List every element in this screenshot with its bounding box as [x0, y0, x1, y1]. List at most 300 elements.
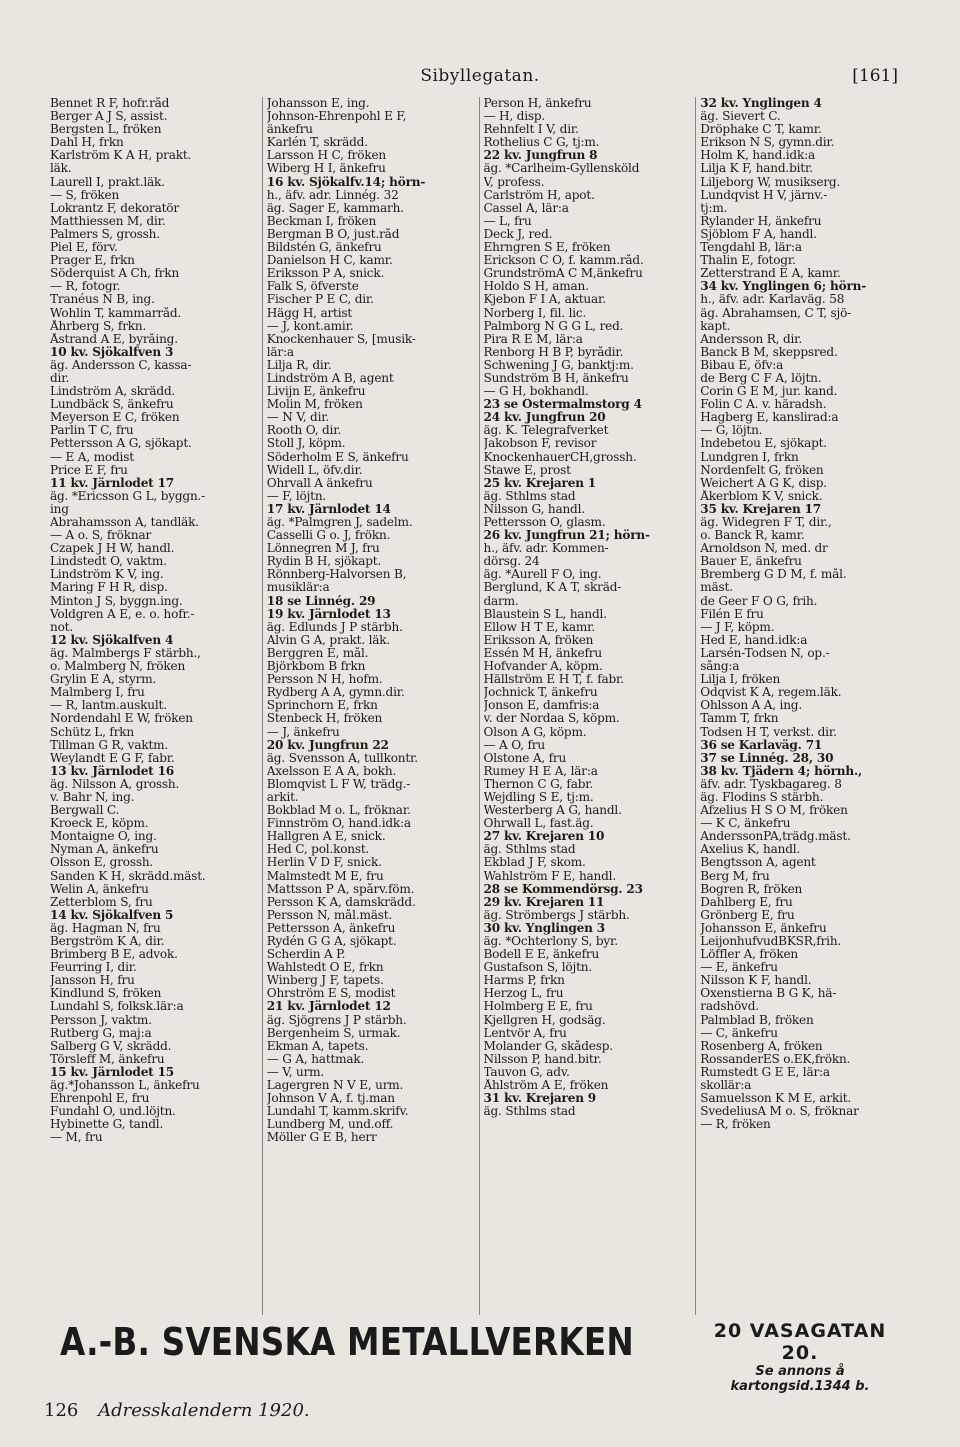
directory-entry: — K C, änkefru: [700, 817, 791, 831]
directory-entry: Hed E, hand.idk:a: [700, 633, 808, 647]
directory-entry: Bengtsson A, agent: [700, 856, 816, 870]
directory-entry: äg.*Johansson L, änkefru: [50, 1079, 200, 1093]
directory-entry: Fundahl O, und.löjtn.: [50, 1105, 176, 1119]
directory-entry: Maring F H R, disp.: [50, 581, 168, 595]
directory-entry: — A o. S, fröknar: [50, 529, 152, 543]
directory-entry: de Berg C F A, löjtn.: [700, 371, 822, 385]
directory-entry: Olsson E, grossh.: [50, 856, 154, 870]
directory-entry: Bergström K A, dir.: [50, 935, 165, 948]
directory-entry: Palmblad B, fröken: [700, 1013, 814, 1027]
directory-entry: Renborg H B P, byrådir.: [483, 345, 624, 359]
street-heading: Sibyllegatan.: [420, 66, 540, 86]
directory-entry: o. Banck R, kamr.: [700, 529, 805, 543]
directory-entry: Carlström H, apot.: [483, 188, 595, 202]
directory-entry: Weylandt E G F, fabr.: [50, 751, 175, 765]
directory-entry: Erickson C O, f. kamm.råd.: [483, 254, 644, 268]
directory-entry: Eriksson P A, snick.: [266, 267, 385, 281]
directory-entry: äfv. adr. Tyskbagareg. 8: [700, 777, 842, 791]
directory-entry: Lindström A, skrädd.: [50, 385, 176, 399]
directory-entry: RossanderES o.EK,frökn.: [700, 1052, 851, 1066]
directory-entry: Scherdin A P.: [266, 948, 346, 962]
directory-entry: Lönnegren M J, fru: [266, 542, 380, 556]
directory-entry: Palmborg N G G L, red.: [483, 319, 624, 333]
directory-entry: 32 kv. Ynglingen 4: [700, 97, 822, 110]
directory-entry: Lilja K F, hand.bitr.: [700, 162, 813, 176]
directory-entry: 11 kv. Järnlodet 17: [50, 476, 175, 490]
directory-entry: Kjebon F I A, aktuar.: [483, 293, 606, 307]
directory-entry: LeijonhufvudBKSR,frih.: [700, 935, 842, 948]
directory-entry: Czapek J H W, handl.: [50, 542, 175, 556]
directory-entry: Rumey H E A, lär:a: [483, 764, 598, 778]
directory-entry: de Geer F O G, frih.: [700, 594, 818, 608]
directory-entry: Winberg J F, tapets.: [266, 974, 384, 988]
directory-entry: Rooth O, dir.: [266, 424, 342, 438]
directory-entry: Falk S, öfverste: [266, 280, 359, 294]
directory-entry: Beckman I, fröken: [266, 214, 377, 228]
directory-entry: sång:a: [700, 660, 740, 674]
directory-entry: Persson K A, damskrädd.: [266, 895, 416, 909]
directory-entry: Olson A G, köpm.: [483, 725, 587, 739]
directory-entry: Casselli G o. J, frökn.: [266, 529, 391, 543]
directory-entry: 16 kv. Sjökalfv.14; hörn-: [266, 175, 426, 189]
directory-entry: — F, löjtn.: [266, 489, 327, 503]
directory-entry: Palmers S, grossh.: [50, 227, 160, 241]
directory-entry: KnockenhauerCH,grossh.: [483, 450, 637, 464]
directory-entry: Minton J S, byggn.ing.: [50, 594, 183, 608]
directory-entry: Johansson E, ing.: [266, 97, 370, 110]
directory-entry: h., äfv. adr. Karlaväg. 58: [700, 293, 845, 307]
directory-entry: Lundqvist H V, järnv.-: [700, 188, 828, 202]
publication-name: Adresskalendern 1920.: [98, 1400, 310, 1421]
directory-entry: Knockenhauer S, [musik-: [266, 332, 416, 346]
directory-entry: Ohlsson A A, ing.: [700, 699, 802, 713]
directory-entry: Sprinchorn E, frkn: [266, 699, 378, 713]
directory-entry: Wiberg H I, änkefru: [266, 162, 386, 176]
directory-entry: Salberg G V, skrädd.: [50, 1039, 172, 1053]
directory-entry: — J, änkefru: [266, 725, 340, 739]
page-number: 126: [44, 1400, 79, 1421]
directory-entry: — R, fotogr.: [50, 280, 121, 294]
directory-entry: Wohlin T, kammarråd.: [50, 306, 182, 320]
directory-entry: Harms P, frkn: [483, 974, 565, 988]
directory-entry: äg. Hagman N, fru: [50, 921, 161, 935]
directory-entry: Holm K, hand.idk:a: [700, 149, 815, 163]
directory-entry: Thernon C G, fabr.: [483, 777, 594, 791]
directory-entry: äg. Widegren F T, dir.,: [700, 516, 832, 529]
directory-entry: Arnoldson N, med. dr: [700, 542, 828, 556]
directory-entry: Pira R E M, lär:a: [483, 332, 583, 346]
directory-entry: äg. Sjögrens J P stärbh.: [266, 1013, 407, 1027]
directory-entry: Lundahl S, folksk.lär:a: [50, 1000, 184, 1014]
directory-entry: mäst.: [700, 581, 733, 595]
directory-entry: Åkerblom K V, snick.: [700, 489, 823, 503]
directory-entry: Möller G E B, herr: [266, 1131, 377, 1145]
directory-entry: Molander G, skådesp.: [483, 1039, 613, 1053]
directory-entry: Lentvör A, fru: [483, 1026, 567, 1040]
directory-entry: Nyman A, änkefru: [50, 843, 159, 857]
directory-column-1: [50, 97, 258, 1315]
directory-entry: Piel E, förv.: [50, 241, 118, 255]
directory-entry: Wahlstedt O E, frkn: [266, 961, 384, 975]
page-reference: [161]: [852, 66, 898, 86]
directory-entry: Pettersson O, glasm.: [483, 516, 606, 529]
directory-entry: v. der Nordaa S, köpm.: [483, 712, 620, 726]
directory-entry: 25 kv. Krejaren 1: [483, 476, 597, 490]
directory-entry: Andersson R, dir.: [700, 332, 803, 346]
directory-entry: — M, fru: [50, 1131, 103, 1145]
directory-entry: 12 kv. Sjökalfven 4: [50, 633, 174, 647]
directory-entry: Filén E fru: [700, 607, 764, 621]
directory-entry: Holdo S H, aman.: [483, 280, 589, 294]
directory-entry: Hällström E H T, f. fabr.: [483, 673, 624, 687]
directory-entry: Nilsson P, hand.bitr.: [483, 1052, 602, 1066]
directory-entry: — V, urm.: [266, 1065, 325, 1079]
directory-entry: Pettersson A G, sjökapt.: [50, 437, 192, 451]
directory-entry: äg. Svensson A, tullkontr.: [266, 751, 418, 765]
directory-entry: Rydin B H, sjökapt.: [266, 555, 382, 569]
directory-entry: Bergenheim S, urmak.: [266, 1026, 401, 1040]
directory-entry: Bergsten L, fröken: [50, 123, 162, 137]
directory-entry: Nilsson G, handl.: [483, 502, 585, 516]
directory-entry: Hed C, pol.konst.: [266, 843, 370, 857]
directory-entry: Rumstedt G E E, lär:a: [700, 1065, 830, 1079]
directory-column-3: [479, 97, 692, 1315]
directory-entry: Mattsson P A, spårv.föm.: [266, 882, 415, 896]
directory-entry: Lundberg M, und.off.: [266, 1118, 394, 1132]
directory-entry: Hybinette G, tandl.: [50, 1118, 164, 1132]
directory-entry: Tengdahl B, lär:a: [700, 241, 802, 255]
directory-entry: Lindström A B, agent: [266, 371, 394, 385]
directory-entry: Berger A J S, assist.: [50, 110, 168, 124]
directory-entry: Bodell E E, änkefru: [483, 948, 600, 962]
directory-entry: Lokrantz F, dekoratör: [50, 201, 179, 215]
directory-entry: Hofvander A, köpm.: [483, 660, 603, 674]
directory-entry: Lundahl T, kamm.skrifv.: [266, 1105, 409, 1119]
directory-entry: Tauvon G, adv.: [483, 1065, 570, 1079]
directory-entry: Öhrwall L, fast.äg.: [483, 817, 594, 831]
directory-entry: — S, fröken: [50, 188, 120, 202]
directory-entry: 15 kv. Järnlodet 15: [50, 1065, 175, 1079]
directory-entry: Karlström K A H, prakt.: [50, 149, 192, 163]
directory-entry: Nordenfelt G, fröken: [700, 463, 824, 477]
directory-entry: Laurell I, prakt.läk.: [50, 175, 165, 189]
directory-entry: — C, änkefru: [700, 1026, 778, 1040]
directory-entry: Karlén T, skrädd.: [266, 136, 368, 150]
directory-entry: 35 kv. Krejaren 17: [700, 502, 821, 516]
directory-entry: Danielson H C, kamr.: [266, 254, 393, 268]
directory-entry: Åstrand A E, byråing.: [50, 332, 178, 346]
directory-entry: Livijn E, änkefru: [266, 385, 366, 399]
directory-entry: Indebetou E, sjökapt.: [700, 437, 827, 451]
directory-entry: musiklär:a: [266, 581, 330, 595]
directory-entry: Schwening J G, banktj:m.: [483, 358, 634, 372]
directory-entry: 24 kv. Jungfrun 20: [483, 411, 606, 425]
directory-entry: äg. Sievert C.: [700, 110, 781, 124]
directory-entry: äg. Sthlms stad: [483, 1105, 576, 1119]
directory-entry: Welin A, änkefru: [50, 882, 149, 896]
directory-entry: Rothelius C G, tj:m.: [483, 136, 600, 150]
directory-entry: Ekman A, tapets.: [266, 1039, 369, 1053]
directory-entry: Zetterblom S, fru: [50, 895, 153, 909]
directory-entry: Jakobson F, revisor: [483, 437, 597, 451]
directory-entry: 20 kv. Jungfrun 22: [266, 738, 389, 752]
directory-entry: Herzog L, fru: [483, 987, 564, 1001]
directory-entry: Larsén-Todsen N, op.-: [700, 646, 830, 660]
directory-entry: Lindström K V, ing.: [50, 568, 164, 582]
directory-entry: äg. Sthlms stad: [483, 843, 576, 857]
directory-entry: Dahlberg E, fru: [700, 895, 793, 909]
directory-entry: — L, fru: [483, 214, 532, 228]
directory-entry: Kindlund S, fröken: [50, 987, 162, 1001]
directory-entry: Schütz L, frkn: [50, 725, 135, 739]
directory-entry: Persson N H, hofm.: [266, 673, 383, 687]
directory-entry: Stoll J, köpm.: [266, 437, 346, 451]
directory-entry: Nordendahl E W, fröken: [50, 712, 193, 726]
directory-entry: Tillman G R, vaktm.: [50, 738, 169, 752]
directory-entry: Rutberg G, maj:a: [50, 1026, 152, 1040]
advertisement-banner: [60, 1320, 900, 1394]
directory-entry: Berg M, fru: [700, 869, 770, 883]
directory-entry: äg. *Aurell F O, ing.: [483, 568, 602, 582]
directory-entry: Lilja R, dir.: [266, 358, 332, 372]
directory-entry: 28 se Kommendörsg. 23: [483, 882, 643, 896]
directory-entry: 17 kv. Järnlodet 14: [266, 502, 391, 516]
directory-entry: Bergman B O, just.råd: [266, 227, 400, 241]
directory-entry: Holmberg E E, fru: [483, 1000, 593, 1014]
directory-entry: v. Bahr N, ing.: [50, 790, 135, 804]
directory-entry: Lagergren N V E, urm.: [266, 1079, 404, 1093]
directory-entry: Grylin E A, styrm.: [50, 673, 157, 687]
directory-entry: Kjellgren H, godsäg.: [483, 1013, 606, 1027]
directory-entry: Björkbom B frkn: [266, 660, 366, 674]
advertiser-note: Se annons å kartongsid.1344 b.: [730, 1364, 870, 1394]
directory-entry: Johnson V A, f. tj.man: [266, 1092, 395, 1106]
directory-entry: Parlin T C, fru: [50, 424, 134, 438]
directory-entry: Sundström B H, änkefru: [483, 371, 629, 385]
directory-entry: Person H, änkefru: [483, 97, 592, 110]
directory-entry: 18 se Linnég. 29: [266, 594, 376, 608]
directory-entry: darm.: [483, 594, 519, 608]
directory-entry: äg. *Carlheim-Gyllensköld: [483, 162, 640, 176]
directory-entry: kapt.: [700, 319, 731, 333]
directory-entry: Bokblad M o. L, fröknar.: [266, 804, 411, 818]
directory-entry: Bennet R F, hofr.råd: [50, 97, 170, 110]
directory-entry: Lindstedt O, vaktm.: [50, 555, 167, 569]
directory-entry: Jansson H, fru: [50, 974, 135, 988]
directory-entry: 19 kv. Järnlodet 13: [266, 607, 391, 621]
directory-entry: äg. K. Telegrafverket: [483, 424, 609, 438]
directory-entry: ing: [50, 502, 69, 516]
directory-entry: Rydén G G A, sjökapt.: [266, 935, 397, 948]
directory-entry: äg. Sager E, kammarh.: [266, 201, 404, 215]
directory-entry: Stawe E, prost: [483, 463, 571, 477]
directory-entry: 34 kv. Ynglingen 6; hörn-: [700, 280, 867, 294]
directory-entry: Corin G E M, jur. kand.: [700, 385, 838, 399]
directory-columns: [50, 97, 908, 1315]
directory-entry: Rönnberg-Halvorsen B,: [266, 568, 407, 582]
directory-entry: Dröphake C T, kamr.: [700, 123, 822, 137]
directory-entry: Sjöblom F A, handl.: [700, 227, 817, 241]
directory-entry: Todsen H T, verkst. dir.: [700, 725, 837, 739]
directory-entry: 38 kv. Tjädern 4; hörnh.,: [700, 764, 862, 778]
advertiser-name: A.-B. SVENSKA METALLVERKEN: [60, 1320, 634, 1364]
directory-entry: Hägg H, artist: [266, 306, 353, 320]
directory-entry: o. Malmberg N, fröken: [50, 660, 186, 674]
directory-entry: Tamm T, frkn: [700, 712, 779, 726]
directory-entry: lär:a: [266, 345, 294, 359]
directory-entry: Blomqvist L F W, trädg.-: [266, 777, 411, 791]
directory-entry: Johnson-Ehrenpohl E F,: [266, 110, 407, 124]
directory-entry: — R, fröken: [700, 1118, 771, 1132]
directory-entry: — E A, modist: [50, 450, 134, 464]
directory-entry: Berggren E, mål.: [266, 646, 369, 660]
directory-entry: — A O, fru: [483, 738, 545, 752]
directory-entry: Larsson H C, fröken: [266, 149, 387, 163]
directory-entry: Gustafson S, löjtn.: [483, 961, 592, 975]
directory-entry: Zetterstrand E A, kamr.: [700, 267, 841, 281]
directory-entry: Weichert A G K, disp.: [700, 476, 827, 490]
directory-entry: äg. *Palmgren J, sadelm.: [266, 516, 413, 529]
directory-entry: Löffler A, fröken: [700, 948, 798, 962]
directory-entry: Odqvist K A, regem.läk.: [700, 686, 842, 700]
directory-entry: V, profess.: [483, 175, 545, 189]
directory-entry: Jochnick T, änkefru: [483, 686, 598, 700]
directory-entry: Meyerson E C, fröken: [50, 411, 180, 425]
directory-entry: Rydberg A A, gymn.dir.: [266, 686, 405, 700]
directory-entry: tj:m.: [700, 201, 728, 215]
directory-column-2: [262, 97, 475, 1315]
directory-entry: Finnström O, hand.idk:a: [266, 817, 411, 831]
directory-entry: Söderquist A Ch, frkn: [50, 267, 180, 281]
directory-entry: Åhrberg S, frkn.: [50, 319, 147, 333]
advertiser-address: [700, 1320, 900, 1394]
page-footer: [44, 1400, 310, 1421]
directory-entry: GrundströmA C M,änkefru: [483, 267, 643, 281]
directory-entry: Öhrvall A änkefru: [266, 476, 373, 490]
directory-entry: Blaustein S L, handl.: [483, 607, 607, 621]
directory-entry: Söderholm E S, änkefru: [266, 450, 409, 464]
directory-entry: Axelsson E A A, bokh.: [266, 764, 397, 778]
directory-entry: Bergwall C.: [50, 804, 120, 818]
directory-entry: Bogren R, fröken: [700, 882, 803, 896]
directory-entry: Tranéus N B, ing.: [50, 293, 155, 307]
directory-entry: Banck B M, skeppsred.: [700, 345, 838, 359]
directory-entry: Essén M H, änkefru: [483, 646, 602, 660]
directory-entry: AnderssonPA,trädg.mäst.: [700, 830, 851, 844]
directory-entry: 21 kv. Järnlodet 12: [266, 1000, 391, 1014]
directory-entry: 14 kv. Sjökalfven 5: [50, 908, 174, 922]
directory-entry: Ekblad J F, skom.: [483, 856, 586, 870]
directory-entry: h., äfv. adr. Linnég. 32: [266, 188, 399, 202]
directory-entry: Rylander H, änkefru: [700, 214, 822, 228]
directory-entry: Abrahamsson A, tandläk.: [50, 516, 199, 529]
directory-entry: Jonson E, damfris:a: [483, 699, 600, 713]
directory-entry: Montaigne O, ing.: [50, 830, 157, 844]
directory-entry: Persson N, mål.mäst.: [266, 908, 393, 922]
directory-entry: Cassel A, lär:a: [483, 201, 569, 215]
directory-entry: dörsg. 24: [483, 555, 540, 569]
directory-entry: Voldgren A E, e. o. hofr.-: [50, 607, 195, 621]
directory-entry: Eriksson A, fröken: [483, 633, 594, 647]
directory-entry: änkefru: [266, 123, 313, 137]
directory-entry: Dahl H, frkn: [50, 136, 124, 150]
directory-entry: 27 kv. Krejaren 10: [483, 830, 605, 844]
directory-entry: Hallgren A E, snick.: [266, 830, 386, 844]
directory-entry: dir.: [50, 371, 70, 385]
directory-entry: — R, lantm.auskult.: [50, 699, 167, 713]
directory-entry: äg. Malmbergs F stärbh.,: [50, 646, 201, 660]
directory-entry: Price E F, fru: [50, 463, 128, 477]
directory-entry: Afzelius H S O M, fröken: [700, 804, 848, 818]
directory-entry: äg. Sthlms stad: [483, 489, 576, 503]
directory-entry: — J F, köpm.: [700, 620, 775, 634]
directory-entry: Alvin G A, prakt. läk.: [266, 633, 391, 647]
directory-entry: — E, änkefru: [700, 961, 778, 975]
directory-entry: radshövd.: [700, 1000, 759, 1014]
directory-entry: Rehnfelt I V, dir.: [483, 123, 579, 137]
directory-entry: 13 kv. Järnlodet 16: [50, 764, 175, 778]
directory-entry: Pettersson A, änkefru: [266, 921, 396, 935]
directory-entry: — G, löjtn.: [700, 424, 763, 438]
directory-entry: Wejdling S E, tj:m.: [483, 790, 594, 804]
directory-entry: Matthiessen M, dir.: [50, 214, 166, 228]
directory-entry: Norberg I, fil. lic.: [483, 306, 587, 320]
directory-entry: äg. *Ericsson G L, byggn.-: [50, 489, 206, 503]
directory-entry: äg. Strömbergs J stärbh.: [483, 908, 630, 922]
directory-entry: Stenbeck H, fröken: [266, 712, 383, 726]
directory-entry: Oxenstierna B G K, hä-: [700, 987, 837, 1001]
directory-entry: Hagberg E, kanslirad:a: [700, 411, 839, 425]
directory-entry: Liljeborg W, musikserg.: [700, 175, 841, 189]
directory-entry: Lilja I, fröken: [700, 673, 781, 687]
directory-entry: — H, disp.: [483, 110, 546, 124]
directory-entry: Nilsson K F, handl.: [700, 974, 812, 988]
directory-entry: skollär:a: [700, 1079, 752, 1093]
directory-entry: 10 kv. Sjökalfven 3: [50, 345, 174, 359]
directory-entry: Törsleff M, änkefru: [50, 1052, 165, 1066]
directory-entry: Folin C A. v. häradsh.: [700, 398, 827, 412]
directory-entry: 30 kv. Ynglingen 3: [483, 921, 605, 935]
advertiser-street: 20 VASAGATAN 20.: [713, 1320, 887, 1364]
directory-entry: not.: [50, 620, 73, 634]
directory-entry: Bremberg G D M, f. mål.: [700, 568, 847, 582]
directory-entry: 36 se Karlaväg. 71: [700, 738, 823, 752]
directory-entry: Erikson N S, gymn.dir.: [700, 136, 835, 150]
directory-entry: Malmstedt M E, fru: [266, 869, 384, 883]
directory-entry: SvedeliusA M o. S, fröknar: [700, 1105, 859, 1119]
directory-entry: Samuelsson K M E, arkit.: [700, 1092, 852, 1106]
directory-entry: Bauer E, änkefru: [700, 555, 802, 569]
directory-entry: Åhlström A E, fröken: [483, 1079, 609, 1093]
directory-entry: äg. Edlunds J P stärbh.: [266, 620, 403, 634]
directory-entry: Kroeck E, köpm.: [50, 817, 149, 831]
directory-entry: Molin M, fröken: [266, 398, 363, 412]
directory-entry: Prager E, frkn: [50, 254, 135, 268]
directory-entry: Feurring I, dir.: [50, 961, 137, 975]
directory-entry: äg. Abrahamsen, C T, sjö-: [700, 306, 852, 320]
directory-entry: Johansson E, änkefru: [700, 921, 827, 935]
directory-entry: Öhrström E S, modist: [266, 987, 396, 1001]
directory-entry: Widell L, öfv.dir.: [266, 463, 363, 477]
directory-entry: Grönberg E, fru: [700, 908, 795, 922]
directory-entry: 22 kv. Jungfrun 8: [483, 149, 598, 163]
directory-entry: 23 se Östermalmstorg 4: [483, 398, 642, 412]
directory-entry: — N V, dir.: [266, 411, 330, 425]
directory-entry: 37 se Linnég. 28, 30: [700, 751, 834, 765]
directory-entry: Ehrngren S E, fröken: [483, 241, 611, 255]
directory-entry: Lundbäck S, änkefru: [50, 398, 174, 412]
directory-entry: Thalin E, fotogr.: [700, 254, 796, 268]
